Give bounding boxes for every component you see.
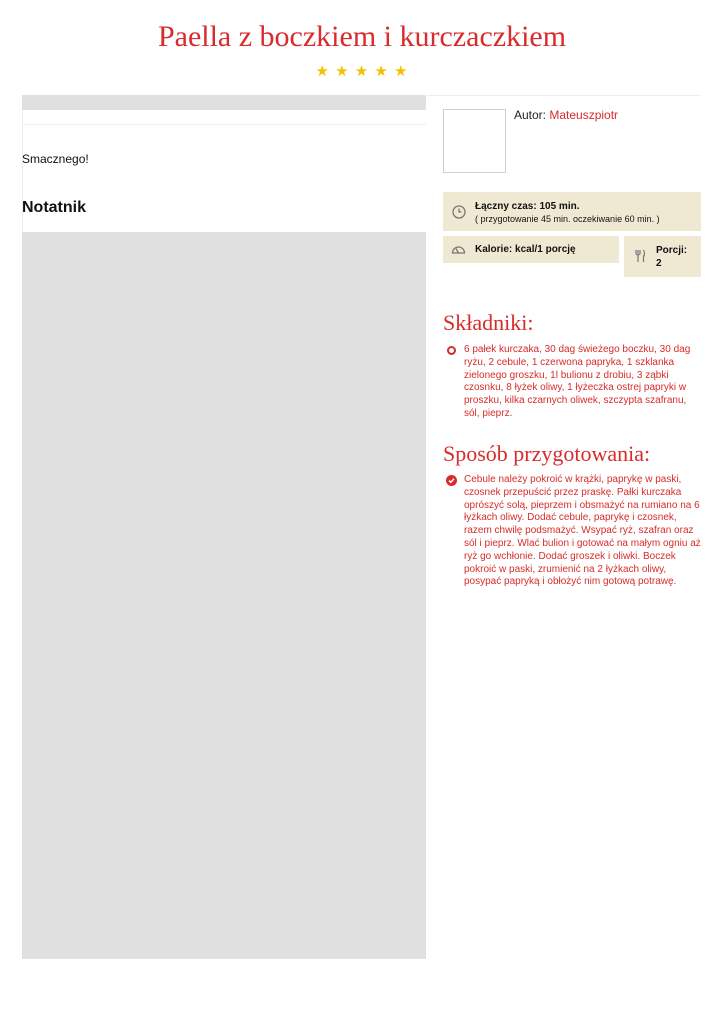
author-link[interactable]: Mateuszpiotr [549, 108, 619, 122]
star-icon: ★ [374, 63, 389, 80]
total-time: Łączny czas: 105 min. [475, 201, 580, 212]
notebook-area[interactable] [22, 232, 426, 959]
ingredients-heading: Składniki: [443, 310, 534, 335]
ingredients-text: 6 pałek kurczaka, 30 dag świeżego boczku, 30 dag ryżu, 2 cebule, 1 czerwona papryka, 1 szklanka zielonego groszku, 1l bulionu z drobiu, 3 ząbki czosnku, 8 łyżek oliwy, 1 łyżeczka ostrej papryki w proszku, kilka czarnych oliwek, szczypta szafranu, sól, pieprz. [464, 344, 691, 419]
star-icon: ★ [394, 63, 409, 80]
star-icon: ★ [354, 63, 370, 80]
ring-bullet-icon [447, 346, 456, 355]
author-label: Autor: [514, 108, 547, 122]
check-circle-icon [446, 475, 457, 486]
clock-icon [452, 205, 466, 219]
star-icon: ★ [315, 63, 330, 80]
notebook-heading: Notatnik [22, 199, 86, 216]
preparation-text: Cebule należy pokroić w krążki, paprykę w paski, czosnek przepuścić przez praskę. Pałki kurczaka oprószyć solą, pieprzem i obsmażyć na rumiano na 6 łyżkach oliwy. Dodać cebule, paprykę i czosnek, razem chwilę podsmażyć. Wsypać ryż, szafran oraz sól i pieprz. Wlać bulion i gotować na małym ogniu aż ryż go wchłonie. Dodać groszek i oliwki. Boczek pokroić w paski, zrumienić na 2 łyżkach oliwy, posypać papryką i obłożyć nim gotową potrawę. [464, 474, 701, 588]
divider [427, 95, 701, 96]
rating-stars [0, 62, 724, 80]
preparation-heading: Sposób przygotowania: [443, 441, 651, 466]
author-avatar [443, 109, 506, 173]
author-line [514, 108, 618, 122]
star-icon: ★ [335, 63, 350, 80]
fork-knife-icon [634, 249, 646, 263]
image-placeholder-bar [22, 95, 426, 110]
gauge-icon [451, 243, 466, 255]
servings-label: Porcji: [656, 245, 688, 256]
calories: Kalorie: kcal/1 porcję [475, 244, 576, 255]
servings-value: 2 [656, 258, 662, 269]
recipe-title: Paella z boczkiem i kurczaczkiem [157, 20, 567, 53]
divider [22, 124, 426, 125]
recipe-outro: Smacznego! [22, 152, 89, 166]
time-detail: ( przygotowanie 45 min. oczekiwanie 60 min. ) [475, 214, 660, 224]
